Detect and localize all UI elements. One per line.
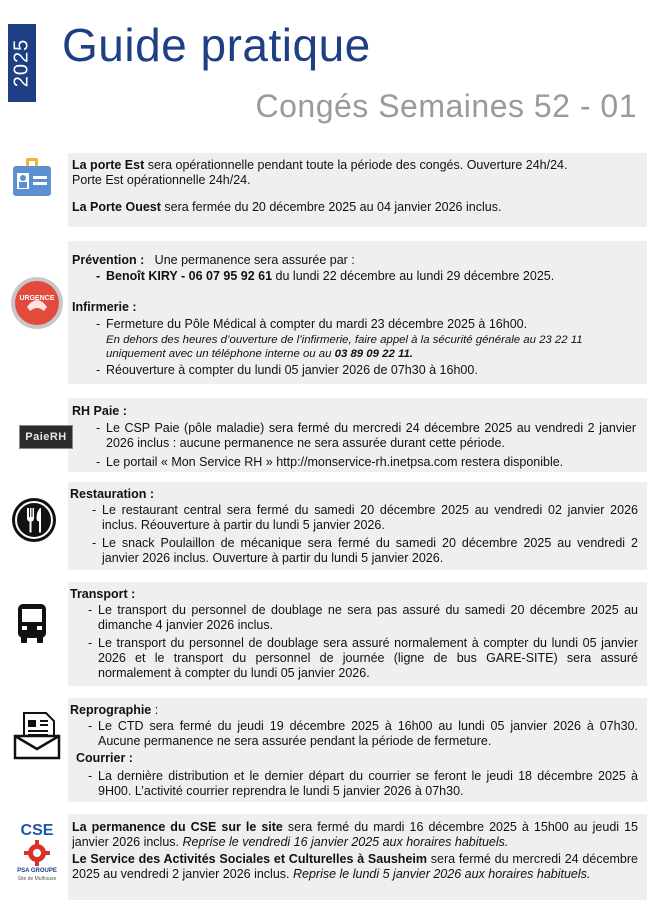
prevention-contact-dates: du lundi 22 décembre au lundi 29 décembre 2025.: [272, 269, 555, 283]
cse-logo-sub1: PSA GROUPE: [17, 868, 57, 874]
paie-rh-logo: [19, 425, 73, 449]
paie-rh-logo-text: PaieRH: [25, 431, 67, 443]
cse-p1-rest: sera fermé du mardi 16 décembre 2025 à 15h00 au jeudi 15 janvier 2026 inclus.: [72, 820, 639, 850]
restauration-heading: Restauration :: [70, 487, 155, 501]
porte-est-label: La porte Est: [72, 158, 145, 172]
prevention-contact-name: Benoît KIRY - 06 07 95 92 61: [106, 269, 273, 283]
infirmerie-heading: Infirmerie :: [72, 300, 137, 314]
cse-p2-italic: Reprise le lundi 5 janvier 2026 aux horaires habituels.: [292, 867, 591, 882]
repro-heading-line: [70, 703, 158, 718]
infirmerie-item-2: - Réouverture à compter du lundi 05 janvier 2026 de 07h30 à 16h00.: [96, 363, 478, 377]
page-title: Guide pratique: [62, 19, 371, 71]
infirmerie-note: [106, 333, 640, 361]
cse-p2-bold: Le Service des Activités Sociales et Culturelles à Sausheim: [72, 852, 427, 866]
cse-paragraph-1: [72, 820, 638, 850]
year-tab: [8, 24, 36, 102]
year-label: 2025: [10, 38, 33, 88]
infirmerie-note-line1: En dehors des heures d’ouverture de l’infirmerie, faire appel à la sécurité générale au 23 22 11: [106, 334, 583, 346]
cse-logo: [14, 818, 60, 892]
transport-heading: Transport :: [70, 587, 136, 601]
cse-p1-italic: Reprise le vendredi 16 janvier 2025 aux horaires habituels.: [182, 835, 509, 850]
porte-ouest-label: La Porte Ouest: [72, 200, 161, 215]
rh-heading: RH Paie :: [72, 404, 127, 418]
mail-document-icon: [12, 712, 62, 765]
porte-est-text: sera opérationnelle pendant toute la période des congés. Ouverture 24h/24.: [144, 158, 568, 172]
courrier-heading: Courrier :: [76, 751, 133, 765]
cse-gear-icon: [24, 840, 50, 866]
porte-est-line2: Porte Est opérationnelle 24h/24.: [72, 173, 251, 188]
prevention-contact: - Benoît KIRY - 06 07 95 92 61 du lundi 22 décembre au lundi 29 décembre 2025.: [96, 269, 555, 283]
courrier-item: - La dernière distribution et le dernier départ du courrier se feront le jeudi 18 décembre 2025 à 9H00. L’activité courrier reprendra le lundi 5 janvier 2026 à 07h30.: [88, 769, 638, 799]
page-subtitle: Congés Semaines 52 - 01: [255, 88, 637, 124]
prevention-intro: Une permanence sera assurée par :: [144, 253, 355, 267]
cse-logo-text: CSE: [20, 822, 54, 839]
urgence-icon: [10, 276, 64, 335]
rh-item-2: - Le portail « Mon Service RH » http://monservice-rh.inetpsa.com restera disponible.: [96, 455, 564, 469]
prevention-heading: Prévention :: [72, 253, 145, 267]
bus-icon: [16, 604, 48, 649]
rh-item-1: - Le CSP Paie (pôle maladie) sera fermé du mercredi 24 décembre 2025 au vendredi 2 janvier 2026 inclus : aucune permanence ne sera assurée durant cette période.: [96, 421, 636, 451]
prevention-text: [72, 253, 640, 268]
transport-item-1: - Le transport du personnel de doublage ne sera pas assuré du samedi 20 décembre 2025 au dimanche 4 janvier 2026 inclus.: [88, 603, 638, 633]
transport-item-2: - Le transport du personnel de doublage sera assuré normalement à compter du lundi 05 janvier 2026 et le transport du personnel de journée (ligne de bus GARE-SITE) sera assuré normalement à compter du lundi 05 janvier 2026.: [88, 636, 638, 681]
urgence-label: URGENCE: [19, 295, 55, 302]
cse-p2-rest: sera fermé du mercredi 24 décembre 2025 au vendredi 2 janvier 2026 inclus.: [72, 852, 639, 882]
badge-icon: [12, 158, 52, 203]
restaurant-icon: [10, 496, 58, 549]
repro-heading-colon: :: [151, 703, 159, 717]
cse-logo-sub2: Site de Mulhouse: [17, 876, 57, 882]
restauration-item-1: - Le restaurant central sera fermé du samedi 20 décembre 2025 au vendredi 02 janvier 2026 inclus. Réouverture à partir du lundi 5 janvier 2026.: [92, 503, 638, 533]
cse-p1-bold: La permanence du CSE sur le site: [72, 820, 283, 834]
infirmerie-phone: 03 89 09 22 11.: [334, 348, 413, 360]
repro-item-1: - Le CTD sera fermé du jeudi 19 décembre 2025 à 16h00 au lundi 05 janvier 2026 à 07h30. Aucune permanence ne sera assurée pendant la période de fermeture.: [88, 719, 638, 749]
infirmerie-note-line2: uniquement avec un téléphone interne ou au: [106, 348, 335, 360]
restauration-item-2: - Le snack Poulaillon de mécanique sera fermé du samedi 20 décembre 2025 au vendredi 2 janvier 2026 inclus. Ouverture à partir du lundi 5 janvier 2026.: [92, 536, 638, 566]
infirmerie-item-1: - Fermeture du Pôle Médical à compter du mardi 23 décembre 2025 à 16h00.: [96, 317, 528, 331]
portes-text: [72, 158, 640, 216]
porte-ouest-text: sera fermée du 20 décembre 2025 au 04 janvier 2026 inclus.: [160, 200, 502, 215]
cse-paragraph-2: [72, 852, 638, 882]
repro-heading: Reprographie: [70, 703, 152, 717]
